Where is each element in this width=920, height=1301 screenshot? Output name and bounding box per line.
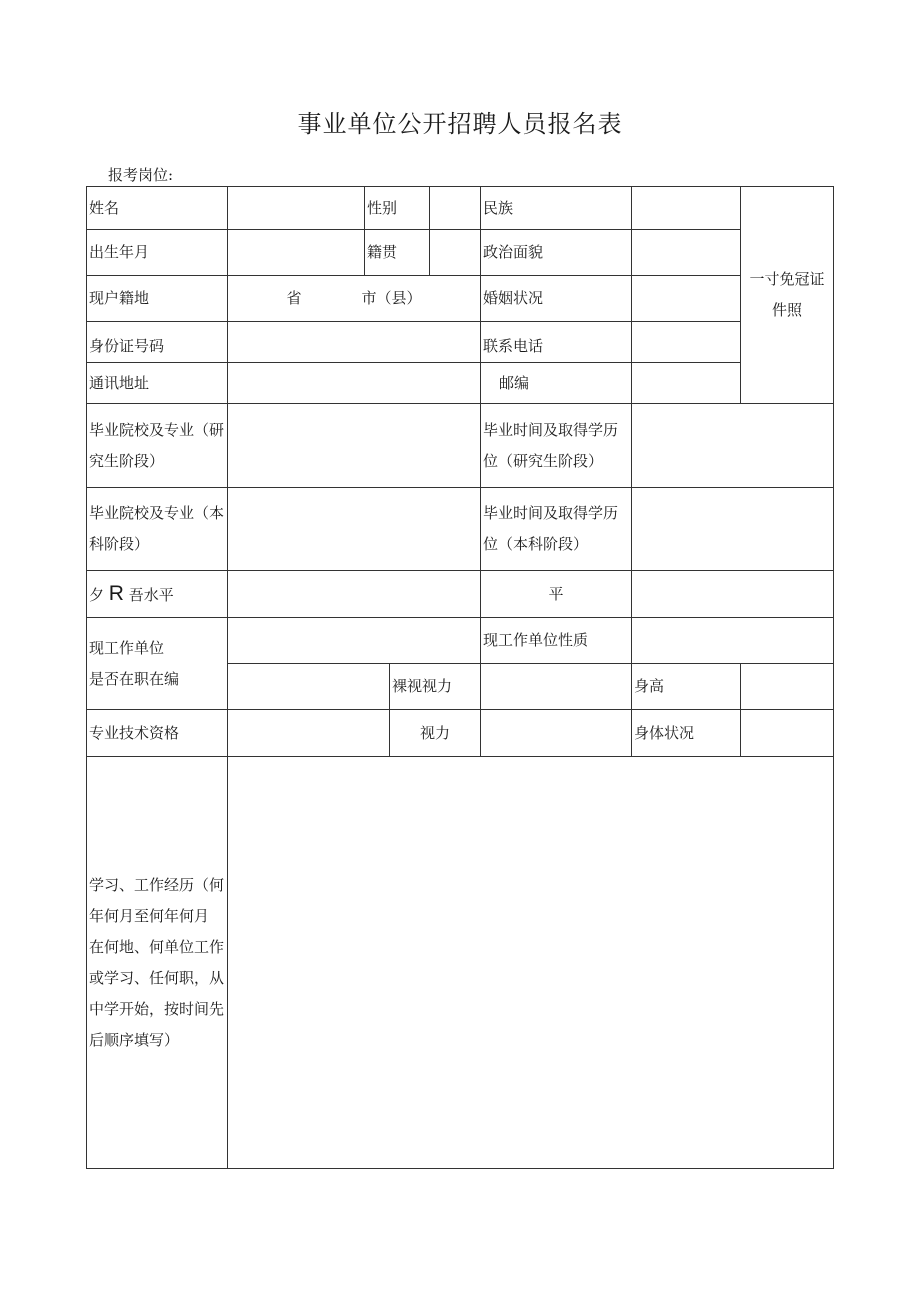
vision-label: 视力: [390, 710, 481, 757]
height-field[interactable]: [741, 664, 834, 710]
naked-vision-field[interactable]: [481, 664, 632, 710]
grad-time-pg-field[interactable]: [632, 404, 834, 488]
phone-label: 联系电话: [481, 322, 632, 363]
professional-qual-label: 专业技术资格: [87, 710, 228, 757]
address-label: 通讯地址: [87, 363, 228, 404]
political-label: 政治面貌: [481, 230, 632, 276]
postcode-label: 邮编: [481, 363, 632, 404]
political-field[interactable]: [632, 230, 741, 276]
resume-field[interactable]: [228, 757, 834, 1169]
health-label: 身体状况: [632, 710, 741, 757]
foreign-language-label: [87, 571, 228, 618]
post-label: 报考岗位:: [108, 166, 174, 184]
ethnicity-field[interactable]: [632, 187, 741, 230]
vision-field[interactable]: [481, 710, 632, 757]
grad-school-pg-label: 毕业院校及专业（研究生阶段）: [87, 404, 228, 488]
photo-label: 一寸免冠证件照: [749, 270, 825, 319]
grad-school-ug-label: 毕业院校及专业（本科阶段）: [87, 488, 228, 571]
city-label: 市（县）: [361, 289, 422, 307]
registration-table: [86, 186, 834, 1169]
grad-school-pg-field[interactable]: [228, 404, 481, 488]
resume-label-line: 在何地、何单位工作: [89, 937, 225, 956]
birth-field[interactable]: [228, 230, 365, 276]
household-label: 现户籍地: [87, 276, 228, 322]
form-title: 事业单位公开招聘人员报名表: [297, 110, 623, 138]
work-unit-label: 现工作单位: [89, 638, 165, 657]
native-place-field[interactable]: [430, 230, 481, 276]
ethnicity-label: 民族: [481, 187, 632, 230]
name-label: 姓名: [87, 187, 228, 230]
resume-label: [87, 757, 228, 1169]
id-number-label: 身份证号码: [87, 322, 228, 363]
computer-level-field[interactable]: [632, 571, 834, 618]
phone-field[interactable]: [632, 322, 741, 363]
grad-time-ug-label: 毕业时间及取得学历位（本科阶段）: [481, 488, 632, 571]
household-field[interactable]: [228, 276, 481, 322]
in-service-label: 是否在职在编: [89, 669, 180, 688]
resume-label-line: 后顺序填写）: [89, 1030, 180, 1049]
marital-field[interactable]: [632, 276, 741, 322]
foreign-language-part-c: 吾水平: [128, 585, 174, 604]
height-label: 身高: [632, 664, 741, 710]
id-number-field[interactable]: [228, 322, 481, 363]
grad-time-ug-field[interactable]: [632, 488, 834, 571]
address-field[interactable]: [228, 363, 481, 404]
marital-label: 婚姻状况: [481, 276, 632, 322]
work-unit-label-cell: [87, 618, 228, 710]
name-field[interactable]: [228, 187, 365, 230]
foreign-language-field[interactable]: [228, 571, 481, 618]
work-unit-nature-label: 现工作单位性质: [481, 618, 632, 664]
resume-label-line: 学习、工作经历（何: [89, 875, 225, 894]
work-unit-field[interactable]: [228, 618, 481, 664]
gender-field[interactable]: [430, 187, 481, 230]
postcode-field[interactable]: [632, 363, 741, 404]
professional-qual-field[interactable]: [228, 710, 390, 757]
province-label: 省: [286, 289, 302, 307]
resume-label-line: 年何月至何年何月: [89, 906, 210, 925]
grad-school-ug-field[interactable]: [228, 488, 481, 571]
naked-vision-label: 裸视视力: [390, 664, 481, 710]
work-unit-nature-field[interactable]: [632, 618, 834, 664]
grad-time-pg-label: 毕业时间及取得学历位（研究生阶段）: [481, 404, 632, 488]
computer-level-label: 平: [481, 571, 632, 618]
foreign-language-part-b: R: [108, 581, 124, 605]
foreign-language-part-a: 夕: [89, 585, 105, 604]
health-field[interactable]: [741, 710, 834, 757]
resume-label-line: 中学开始，按时间先: [89, 999, 225, 1018]
photo-cell[interactable]: [741, 187, 834, 404]
birth-label: 出生年月: [87, 230, 228, 276]
in-service-field[interactable]: [228, 664, 390, 710]
gender-label: 性别: [365, 187, 430, 230]
native-place-label: 籍贯: [365, 230, 430, 276]
resume-label-line: 或学习、任何职，从: [89, 968, 225, 987]
